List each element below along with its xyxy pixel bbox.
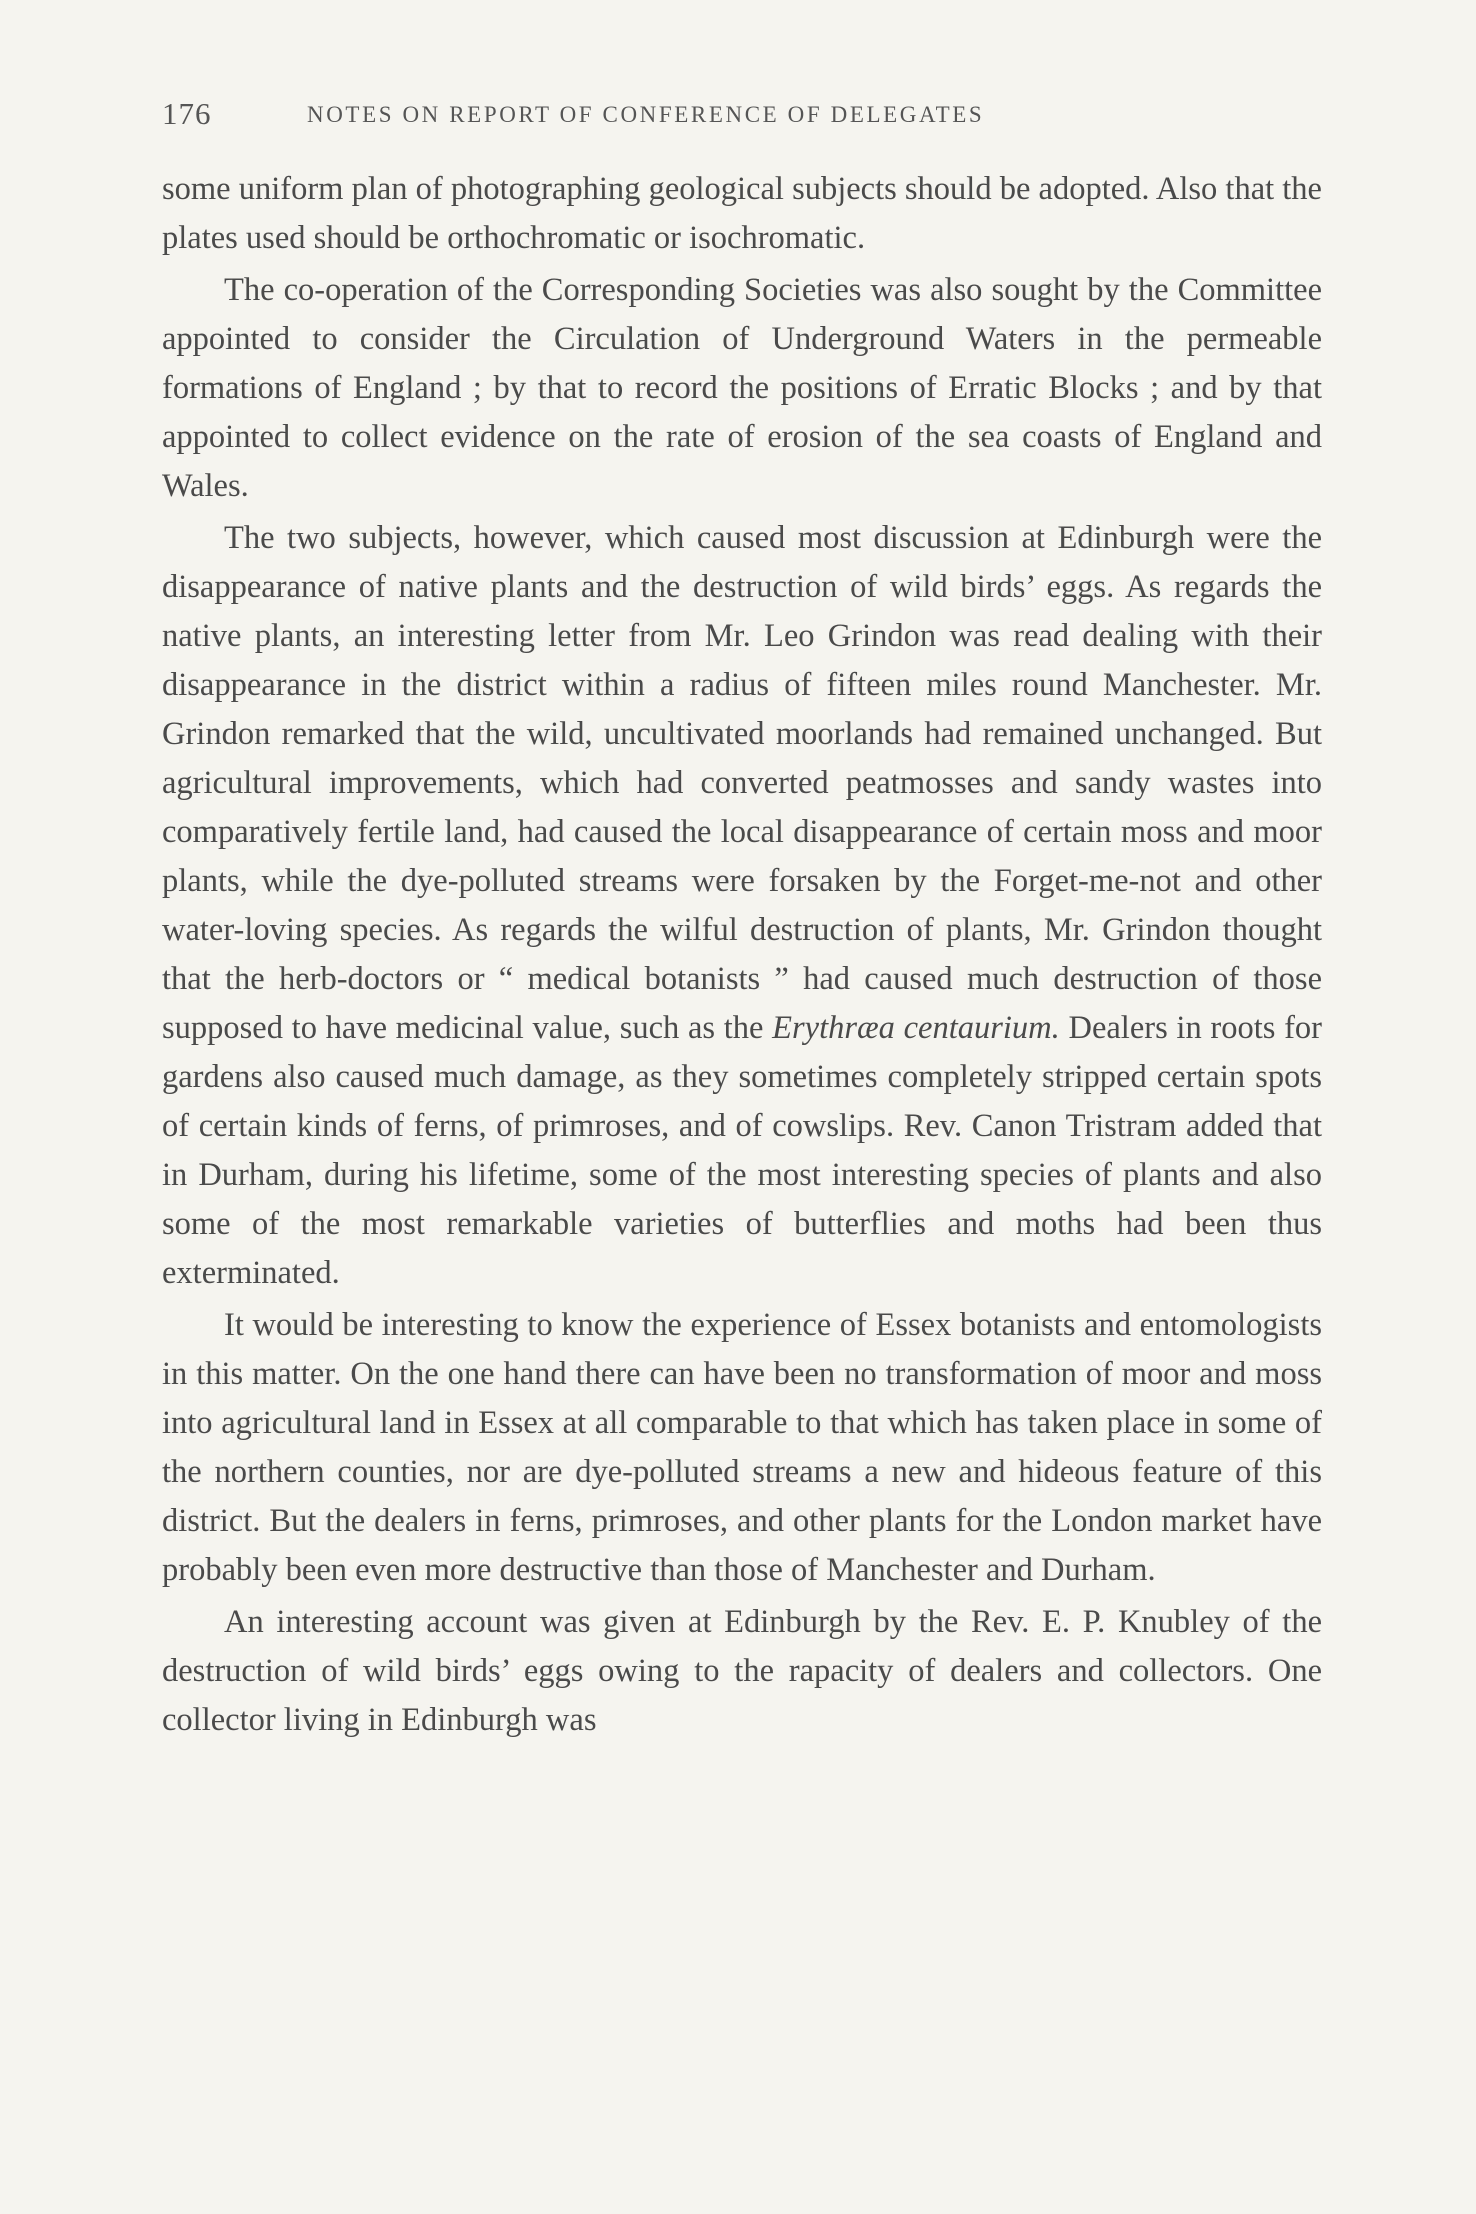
paragraph-text-part: The two subjects, however, which caused most discussion at Edinburgh were the disappearance of native plants and the destruction of wild birds’ eggs. As regards the native plants, an interesting letter from Mr. Leo Grindon was read dealing with their disappearance in the district within a radius of fifteen miles round Manchester. Mr. Grindon remarked that the wild, uncultivated moorlands had remained unchanged. But agricultural improvements, which had converted peatmosses and sandy wastes into comparatively fertile land, had caused the local disappearance of certain moss and moor plants, while the dye-polluted streams were forsaken by the Forget-me-not and other water-loving species. As regards the wilful destruction of plants, Mr. Grindon thought that the herb-doctors or “ medical botanists ” had caused much destruction of those supposed to have medicinal value, such as the <box>162 520 1322 1046</box>
paragraph-continued: some uniform plan of photographing geological subjects should be adopted. Also that the plates used should be orthochromatic or isochromatic. <box>162 171 1322 256</box>
paragraph-wild-birds-eggs: An interesting account was given at Edinburgh by the Rev. E. P. Knubley of the destruction of wild birds’ eggs owing to the rapacity of dealers and collectors. One collector living in Edinburgh was <box>162 1604 1322 1738</box>
paragraph-essex-botanists: It would be interesting to know the experience of Essex botanists and entomologists in this matter. On the one hand there can have been no transformation of moor and moss into agricultural land in Essex at all comparable to that which has taken place in some of the northern counties, nor are dye-polluted streams a new and hideous feature of this district. But the dealers in ferns, primroses, and other plants for the London market have probably been even more destructive than those of Manchester and Durham. <box>162 1307 1322 1588</box>
species-name-italic: Erythræa centaurium. <box>772 1010 1060 1046</box>
page-number: 176 <box>162 96 212 131</box>
body-text <box>162 165 1322 1745</box>
page-header <box>162 96 1322 136</box>
paragraph-corresponding-societies: The co-operation of the Corresponding Societies was also sought by the Committee appointed to consider the Circulation of Underground Waters in the permeable formations of England ; by that to record the positions of Erratic Blocks ; and by that appointed to collect evidence on the rate of erosion of the sea coasts of England and Wales. <box>162 272 1322 504</box>
paragraph-native-plants <box>162 514 1322 1298</box>
paragraph-text-part: Dealers in roots for gardens also caused much damage, as they sometimes completely stripped certain spots of certain kinds of ferns, of primroses, and of cowslips. Rev. Canon Tristram added that in Durham, during his lifetime, some of the most interesting species of plants and also some of the most remarkable varieties of butterflies and moths had been thus exterminated. <box>162 1010 1322 1291</box>
running-head: NOTES ON REPORT OF CONFERENCE OF DELEGATES <box>307 102 985 127</box>
